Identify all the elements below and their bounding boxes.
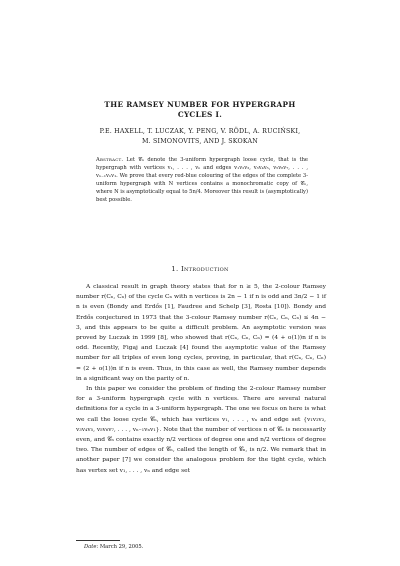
footnote-label: Date — [84, 544, 97, 550]
title-line-1: THE RAMSEY NUMBER FOR HYPERGRAPH — [104, 100, 296, 109]
section-number: 1. — [171, 265, 179, 273]
paper-title — [40, 100, 360, 120]
footnote-rule — [76, 540, 120, 541]
paragraph-1: A classical result in graph theory states that for n ≥ 5, the 2-colour Ramsey number r(Cₙ, Cₙ) of the cycle Cₙ with n vertices is 2n − 1 if n is odd and 3n/2 − 1 if n is even (Bondy and Erdős [1], Faudree and Schelp [3], Rosta [10]). Bondy and Erdős conjectured in 1973 that the 3-colour Ramsey number r(Cₙ, Cₙ, Cₙ) ≤ 4n − 3, and this appears to be quite a difficult problem. An asymptotic version was proved by Luczak in 1999 [8], who showed that r(Cₙ, Cₙ, Cₙ) = (4 + o(1))n if n is odd. Recently, Figaj and Luczak [4] found the asymptotic value of the Ramsey number for all triples of even long cycles, proving, in particular, that r(Cₙ, Cₙ, Cₙ) = (2 + o(1))n if n is even. Thus, in this case as well, the Ramsey number depends in a significant way on the parity of n. — [76, 284, 326, 382]
authors-line-2: M. SIMONOVITS, AND J. SKOKAN — [141, 137, 258, 145]
authors-line-1: P.E. HAXELL, T. LUCZAK, Y. PENG, V. RÖDL, A. RUCIŃSKI, — [99, 128, 301, 135]
footnote-value: : March 29, 2005. — [96, 544, 144, 550]
title-line-2: CYCLES I. — [177, 110, 223, 119]
paragraph-2: In this paper we consider the problem of finding the 2-colour Ramsey number for a 3-uniform hypergraph cycle with n vertices. There are several natural definitions for a cycle in a 3-uniform hypergraph. The one we focus on here is what we call the loose cycle 𝒞ₙ, which has vertices v₁, . . . , vₙ and edge set {v₁v₂v₃, v₃v₄v₅, v₅v₆v₇, . . . , vₙ₋₁vₙv₁}. Note that the number of vertices n of 𝒞ₙ is necessarily even, and 𝒞ₙ contains exactly n/2 vertices of degree one and n/2 vertices of degree two. The number of edges of 𝒞ₙ, called the length of 𝒞ₙ, is n/2. We remark that in another paper [7] we consider the analogous problem for the tight cycle, which has vertex set v₁, . . . , vₙ and edge set — [76, 386, 326, 474]
abstract-text: Let 𝒞ₙ denote the 3-uniform hypergraph loose cycle, that is the hypergraph with vertices v₁, . . . , vₙ and edges v₁v₂v₃, v₃v₄v₅, v₅v₆v₇, . . . , vₙ₋₁vₙv₁. We prove that every red-blue colouring of the edges of the complete 3-uniform hypergraph with N vertices contains a monochromatic copy of 𝒞ₙ, where N is asymptotically equal to 5n/4. Moreover this result is (asymptotically) best possible. — [96, 157, 308, 204]
abstract — [96, 156, 308, 205]
section-heading — [40, 265, 360, 273]
footnote — [84, 544, 143, 550]
section-title: Introduction — [180, 265, 229, 273]
abstract-heading: Abstract. — [96, 157, 124, 163]
author-list — [40, 127, 360, 146]
section-body — [76, 282, 326, 476]
